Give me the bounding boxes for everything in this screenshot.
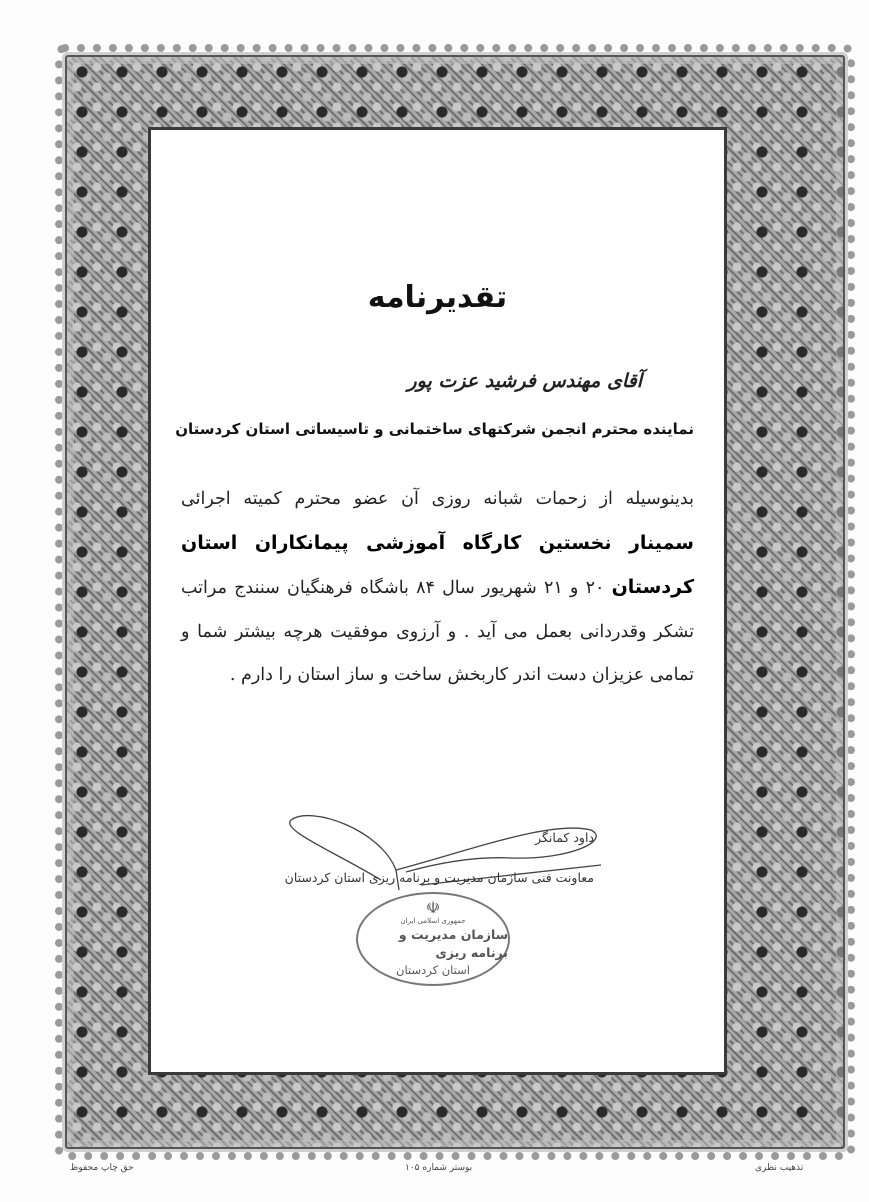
official-stamp [356,892,510,986]
stamp-line-1: سازمان مدیریت و برنامه ریزی [398,927,508,960]
stamp-small-text: جمهوری اسلامی ایران [400,917,466,925]
recipient-role: نماینده محترم انجمن شرکتهای ساختمانی و تاسیساتی استان کردستان [175,420,694,438]
signer-title: معاونت فنی سازمان مدیریت و برنامه ریزی استان کردستان [284,870,594,885]
body-part-1: بدینوسیله از زحمات شبانه روزی آن عضو محترم کمیته اجرائی [181,489,694,509]
body-bold-event: سمینار نخستین کارگاه آموزشی پیمانکاران استان کردستان [181,531,694,598]
certificate-title: تقدیرنامه [367,280,508,315]
certificate-body [181,478,694,698]
footer-illumination-credit: تذهیب نظری [755,1163,804,1173]
signer-name: داود کمانگر [535,830,594,845]
certificate-paper [151,130,724,1072]
emblem-icon: ☫ [425,898,441,917]
signature-scribble [271,810,611,900]
footer-copyright: حق چاپ محفوظ [70,1163,134,1173]
stamp-line-2: استان کردستان [396,963,470,977]
recipient-name: آقای مهندس فرشید عزت پور [407,370,642,392]
body-part-2: ۲۰ و ۲۱ شهریور سال ۸۴ باشگاه فرهنگیان سنندج مراتب تشکر وقدردانی بعمل می آید . و آرزوی موفقیت هرچه بیشتر شما و تمامی عزیزان دست اندر کاربخش ساخت و ساز استان را دارم . [181,578,694,685]
footer-poster-number: بوستر شماره ۱۰۵ [405,1163,473,1173]
